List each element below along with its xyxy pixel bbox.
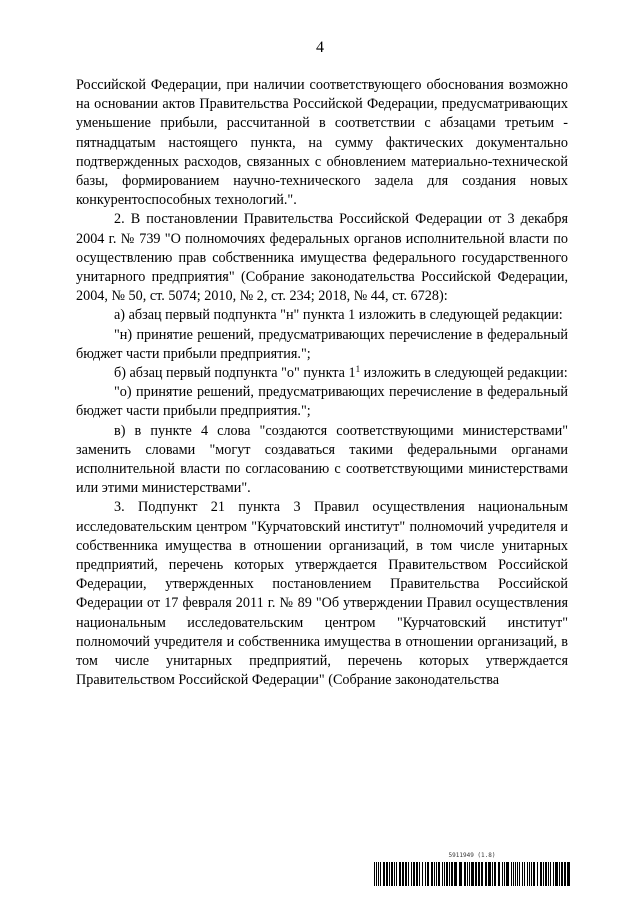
barcode-bar: [481, 862, 483, 886]
barcode-bar: [515, 862, 516, 886]
barcode-bar: [517, 862, 518, 886]
barcode-bar: [564, 862, 566, 886]
barcode-bar: [425, 862, 426, 886]
barcode-bar: [488, 862, 491, 886]
barcode-bar: [478, 862, 480, 886]
barcode-bar: [427, 862, 429, 886]
barcode-bar: [438, 862, 440, 886]
barcode-bar: [396, 862, 397, 886]
barcode-bar: [555, 862, 558, 886]
barcode-bar: [391, 862, 393, 886]
paragraph-subitem-v: в) в пункте 4 слова "создаются соответствующими министерствами" заменить словами "могут создаваться такими федеральными органами исполнительной власти по согласованию с соответствующими министерствами или этими министерствами".: [76, 422, 568, 497]
barcode-bar: [380, 862, 381, 886]
barcode-bar: [451, 862, 453, 886]
barcode-bar: [559, 862, 560, 886]
barcode-bar: [522, 862, 523, 886]
superscript: 1: [355, 364, 361, 375]
barcode-bar: [374, 862, 375, 886]
barcode-bar: [449, 862, 450, 886]
barcode-bar: [506, 862, 509, 886]
barcode-bar: [485, 862, 487, 886]
paragraph-continuation: Российской Федерации, при наличии соответствующего обоснования возможно на основании актов Правительства Российской Федерации, предусматривающих уменьшение прибыли, рассчитанной в соответствии с абзацами третьим - пятнадцатым настоящего пункта, на сумму фактических документально подтвержденных расходов, связанных с обновлением материально-технической базы, формированием научно-технического задела для создания новых конкурентоспособных технологий.".: [76, 77, 568, 209]
subitem-b-text-after: изложить в следующей редакции:: [360, 365, 568, 382]
barcode-bar: [524, 862, 525, 886]
barcode-bar: [413, 862, 415, 886]
barcode-bar: [545, 862, 547, 886]
barcode-bar: [533, 862, 535, 886]
barcode-bar: [498, 862, 500, 886]
barcode-bar: [416, 862, 418, 886]
barcode-bar: [553, 862, 554, 886]
barcode-bar: [419, 862, 420, 886]
paragraph-quote-o: "о) принятие решений, предусматривающих перечисление в федеральный бюджет части прибыли предприятия.";: [76, 384, 568, 420]
barcode-bar: [511, 862, 512, 886]
barcode-bar: [383, 862, 385, 886]
barcode-bar: [467, 862, 468, 886]
barcode-bar: [442, 862, 443, 886]
barcode-bar: [519, 862, 520, 886]
barcode-icon: [374, 862, 570, 886]
barcode-bar: [471, 862, 474, 886]
barcode-bar: [386, 862, 388, 886]
barcode-bar: [469, 862, 470, 886]
barcode-bar: [531, 862, 532, 886]
barcode-bar: [567, 862, 570, 886]
barcode-bar: [399, 862, 401, 886]
barcode-bar: [475, 862, 477, 886]
barcode-bar: [561, 862, 563, 886]
subitem-b-text-before: б) абзац первый подпункта "о" пункта 1: [114, 365, 356, 382]
barcode-bar: [389, 862, 390, 886]
barcode-bar: [434, 862, 435, 886]
barcode-bar: [454, 862, 457, 886]
barcode-bar: [502, 862, 503, 886]
barcode-bar: [540, 862, 542, 886]
paragraph-quote-n: "н) принятие решений, предусматривающих перечисление в федеральный бюджет части прибыли предприятия.";: [76, 326, 568, 362]
page-number: 4: [316, 39, 324, 56]
barcode-bar: [459, 862, 462, 886]
barcode-bar: [378, 862, 379, 886]
barcode-bar: [405, 862, 407, 886]
barcode-bar: [444, 862, 445, 886]
paragraph-item-2: 2. В постановлении Правительства Российской Федерации от 3 декабря 2004 г. № 739 "О полномочиях федеральных органов исполнительной власти по осуществлению прав собственника имущества федерального государственного унитарного предприятия" (Собрание законодательства Российской Федерации, 2004, № 50, ст. 5074; 2010, № 2, ст. 234; 2018, № 44, ст. 6728):: [76, 211, 568, 305]
barcode-bar: [411, 862, 412, 886]
barcode-code: 5911949 (1.8): [448, 852, 496, 859]
document-barcode: [374, 852, 570, 886]
barcode-bar: [446, 862, 448, 886]
paragraph-subitem-b: [76, 364, 568, 383]
barcode-bar: [408, 862, 409, 886]
barcode-bar: [376, 862, 377, 886]
barcode-bar: [537, 862, 538, 886]
paragraph-subitem-a: а) абзац первый подпункта "н" пункта 1 изложить в следующей редакции:: [114, 307, 563, 324]
barcode-bar: [464, 862, 466, 886]
barcode-bar: [504, 862, 505, 886]
barcode-bar: [529, 862, 530, 886]
barcode-bar: [402, 862, 404, 886]
barcode-bar: [513, 862, 514, 886]
barcode-bar: [394, 862, 395, 886]
barcode-bar: [543, 862, 544, 886]
document-body: [76, 76, 568, 691]
barcode-bar: [527, 862, 528, 886]
barcode-bar: [550, 862, 551, 886]
barcode-bar: [436, 862, 437, 886]
barcode-bar: [494, 862, 496, 886]
barcode-bar: [431, 862, 433, 886]
barcode-bar: [492, 862, 493, 886]
barcode-bar: [548, 862, 549, 886]
paragraph-item-3: 3. Подпункт 21 пункта 3 Правил осуществления национальным исследовательским центром "Курчатовский институт" полномочий учредителя и собственника имущества в отношении организаций, в том числе унитарных предприятий, перечень которых утверждается Правительством Российской Федерации, утвержденных постановлением Правительства Российской Федерации от 17 февраля 2011 г. № 89 "Об утверждении Правил осуществления национальным исследовательским центром "Курчатовский институт" полномочий учредителя и собственника имущества в отношении организаций, в том числе унитарных предприятий, перечень которых утверждается Правительством Российской Федерации" (Собрание законодательства: [76, 499, 568, 689]
barcode-bar: [422, 862, 423, 886]
